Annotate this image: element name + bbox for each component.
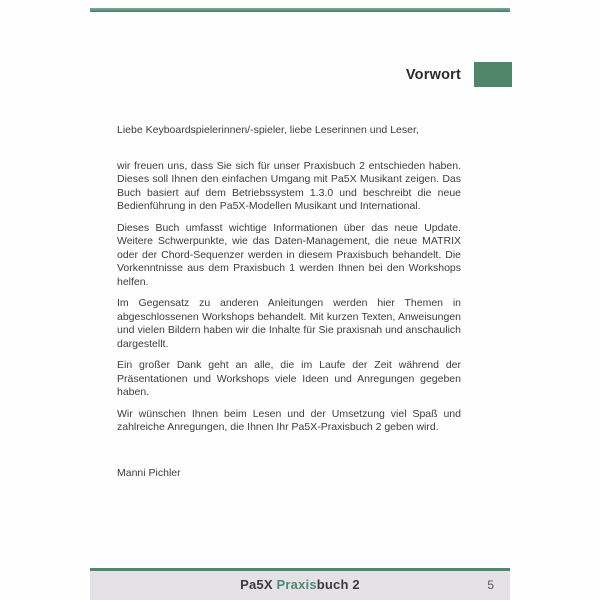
signature: Manni Pichler — [117, 466, 181, 479]
footer-book-title — [90, 577, 510, 592]
footer-title-suffix: buch 2 — [316, 577, 360, 592]
top-rule-line — [90, 8, 510, 12]
greeting-line: Liebe Keyboardspielerinnen/-spieler, liebe Leserinnen und Leser, — [117, 124, 419, 136]
footer-title-prefix: Pa5X — [240, 577, 277, 592]
paragraph-intro: wir freuen uns, dass Sie sich für unser Praxisbuch 2 entschieden haben. Dieses soll Ihnen den einfachen Umgang mit Pa5X Musikant zeigen. Das Buch basiert auf dem Betriebssystem 1.3.0 und beschreibt die neue Bedienführung in den Pa5X-Modellen Musikant und International. — [117, 159, 461, 212]
paragraph-workshops: Im Gegensatz zu anderen Anleitungen werden hier Themen in abgeschlossenen Workshops behandelt. Mit kurzen Texten, Anweisungen und vielen Bildern haben wir die Inhalte für Sie praxisnah und anschaulich dargestellt. — [117, 297, 461, 350]
chapter-header — [406, 62, 512, 87]
footer-bar — [90, 568, 510, 600]
page-number: 5 — [487, 578, 494, 592]
paragraph-thanks: Ein großer Dank geht an alle, die im Laufe der Zeit während der Präsentationen und Workshops viele Ideen und Anregungen gegeben haben. — [117, 359, 461, 398]
chapter-title: Vorwort — [405, 66, 461, 83]
chapter-color-swatch — [474, 62, 512, 87]
body-text-column — [117, 124, 461, 480]
footer-title-highlight: Praxis — [276, 577, 317, 592]
paragraph-wishes: Wir wünschen Ihnen beim Lesen und der Umsetzung viel Spaß und zahlreiche Anregungen, die Ihnen Ihr Pa5X-Praxisbuch 2 geben wird. — [117, 407, 461, 433]
paragraph-update-info: Dieses Buch umfasst wichtige Informationen über das neue Update. Weitere Schwerpunkte, wie das Daten-Management, die neue MATRIX oder der Chord-Sequenzer werden in diesem Praxisbuch behandelt. Die Vorkenntnisse aus dem Praxisbuch 1 werden Ihnen bei den Workshops helfen. — [117, 221, 461, 288]
